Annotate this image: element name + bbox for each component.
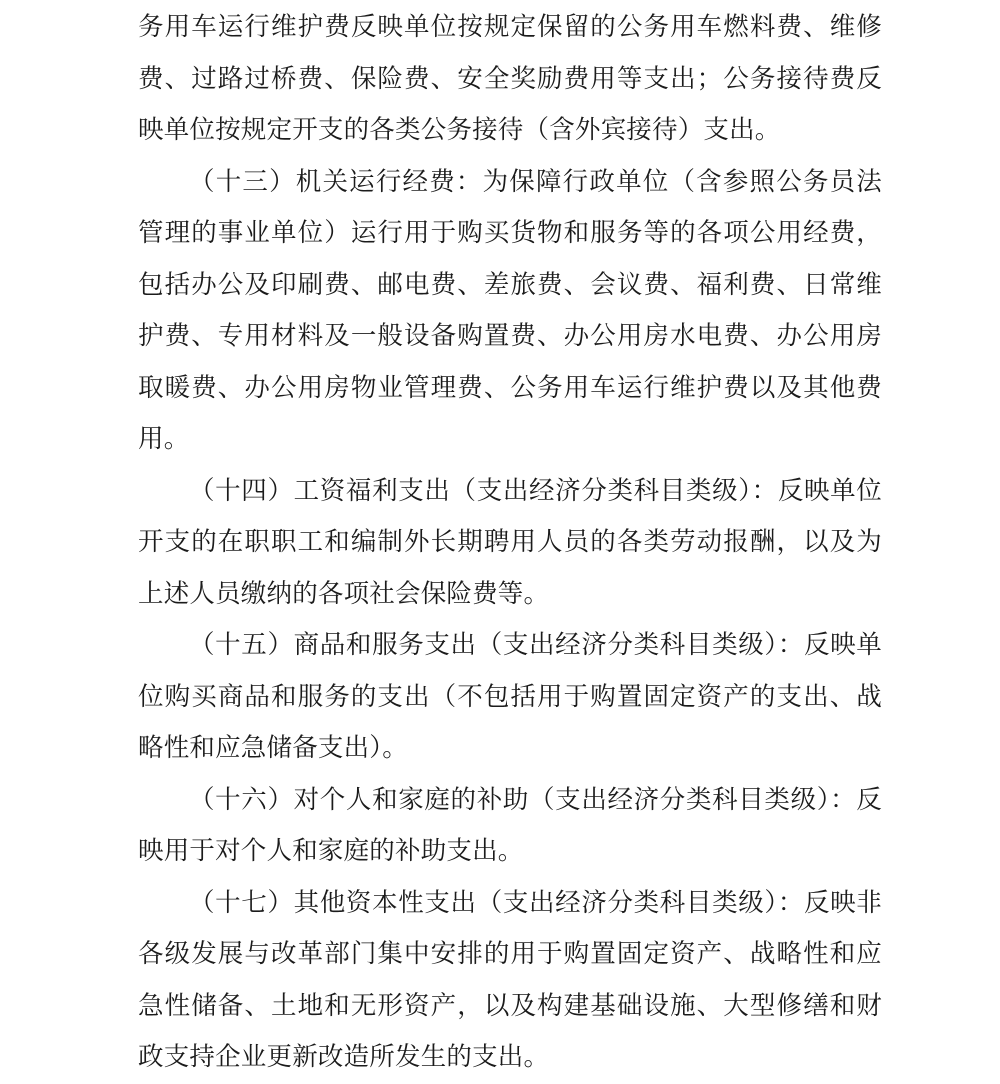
paragraph-continuation: 务用车运行维护费反映单位按规定保留的公务用车燃料费、维修费、过路过桥费、保险费、安全奖励费用等支出；公务接待费反映单位按规定开支的各类公务接待（含外宾接待）支出。 [138,12,882,145]
paragraph-item-14: （十四）工资福利支出（支出经济分类科目类级）：反映单位开支的在职职工和编制外长期聘用人员的各类劳动报酬，以及为上述人员缴纳的各项社会保险费等。 [138,475,882,609]
paragraph-item-15: （十五）商品和服务支出（支出经济分类科目类级）：反映单位购买商品和服务的支出（不包括用于购置固定资产的支出、战略性和应急储备支出）。 [138,630,882,763]
paragraph-item-17: （十七）其他资本性支出（支出经济分类科目类级）：反映非各级发展与改革部门集中安排的用于购置固定资产、战略性和应急性储备、土地和无形资产，以及构建基础设施、大型修缮和财政支持企业更新改造所发生的支出。 [138,887,882,1072]
document-body [138,0,882,1084]
paragraph-item-16: （十六）对个人和家庭的补助（支出经济分类科目类级）：反映用于对个人和家庭的补助支出。 [138,784,882,866]
paragraph-item-13: （十三）机关运行经费：为保障行政单位（含参照公务员法管理的事业单位）运行用于购买货物和服务等的各项公用经费，包括办公及印刷费、邮电费、差旅费、会议费、福利费、日常维护费、专用材料及一般设备购置费、办公用房水电费、办公用房取暖费、办公用房物业管理费、公务用车运行维护费以及其他费用。 [138,166,882,454]
